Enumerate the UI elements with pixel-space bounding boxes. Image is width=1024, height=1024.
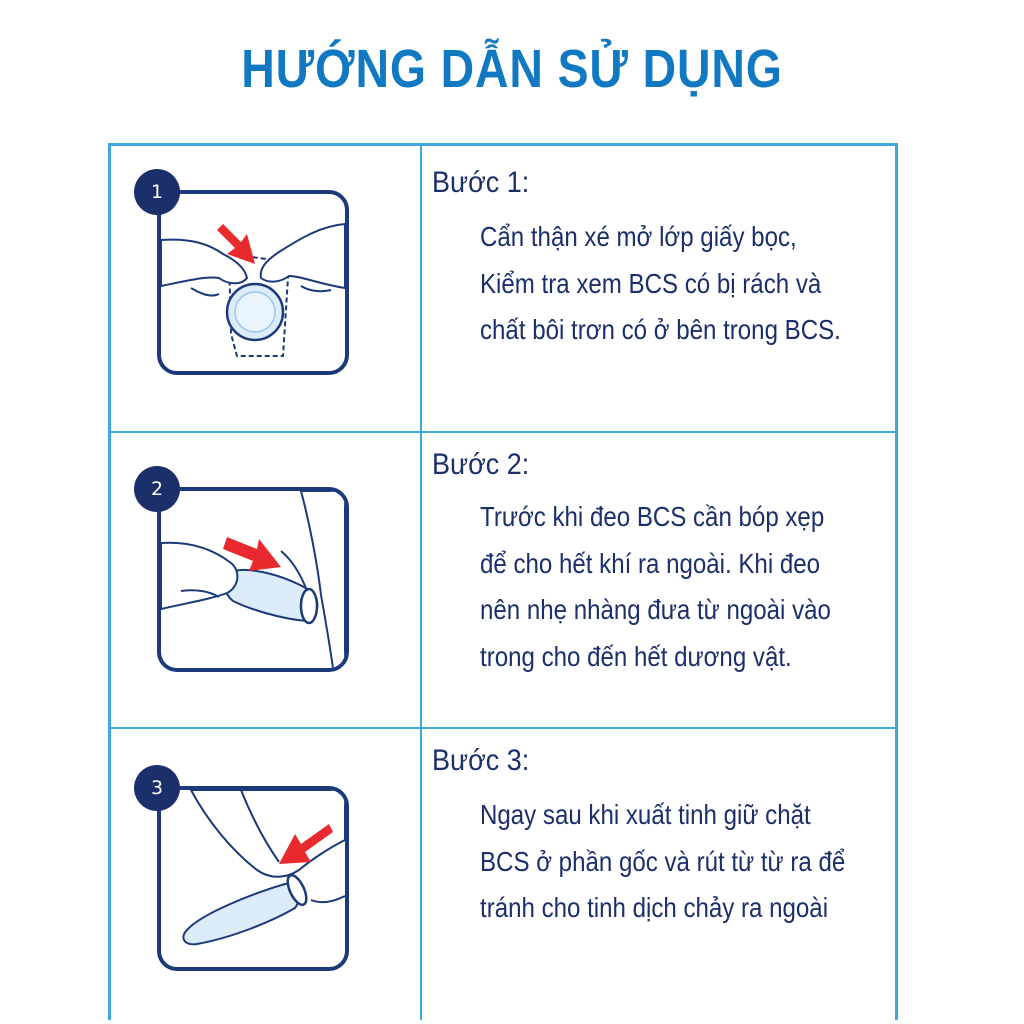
step-3-line: BCS ở phần gốc và rút từ từ ra để <box>480 845 846 877</box>
step-1-heading: Bước 1: <box>432 166 530 199</box>
remove-condom-illustration <box>161 790 345 967</box>
step-2-line: Trước khi đeo BCS cần bóp xẹp <box>480 501 825 532</box>
column-divider <box>420 146 422 1020</box>
step-1-line: chất bôi trơn có ở bên trong BCS. <box>480 314 841 345</box>
page-title: HƯỚNG DẪN SỬ DỤNG <box>241 39 783 99</box>
row-divider <box>111 727 895 729</box>
step-3-badge: 3 <box>134 765 180 811</box>
step-2-illustration <box>157 487 349 672</box>
row-divider <box>111 431 895 433</box>
step-2-line: trong cho đến hết dương vật. <box>480 640 792 672</box>
step-3-line: Ngay sau khi xuất tinh giữ chặt <box>480 799 811 830</box>
step-2-badge: 2 <box>134 466 180 512</box>
step-3-line: tránh cho tinh dịch chảy ra ngoài <box>480 892 829 923</box>
step-3-heading: Bước 3: <box>432 744 530 777</box>
open-wrapper-illustration <box>161 194 345 371</box>
step-1-badge: 1 <box>134 169 180 215</box>
step-3-text <box>480 792 845 932</box>
step-2-heading: Bước 2: <box>432 448 530 481</box>
step-1-line: Kiểm tra xem BCS có bị rách và <box>480 267 822 299</box>
step-2-line: để cho hết khí ra ngoài. Khi đeo <box>480 547 821 579</box>
step-2-line: nên nhẹ nhàng đưa từ ngoài vào <box>480 594 831 625</box>
step-2-text <box>480 494 831 680</box>
put-on-condom-illustration <box>161 491 345 668</box>
step-1-line: Cẩn thận xé mở lớp giấy bọc, <box>480 221 797 252</box>
step-1-illustration <box>157 190 349 375</box>
step-3-illustration <box>157 786 349 971</box>
step-1-text <box>480 214 841 354</box>
